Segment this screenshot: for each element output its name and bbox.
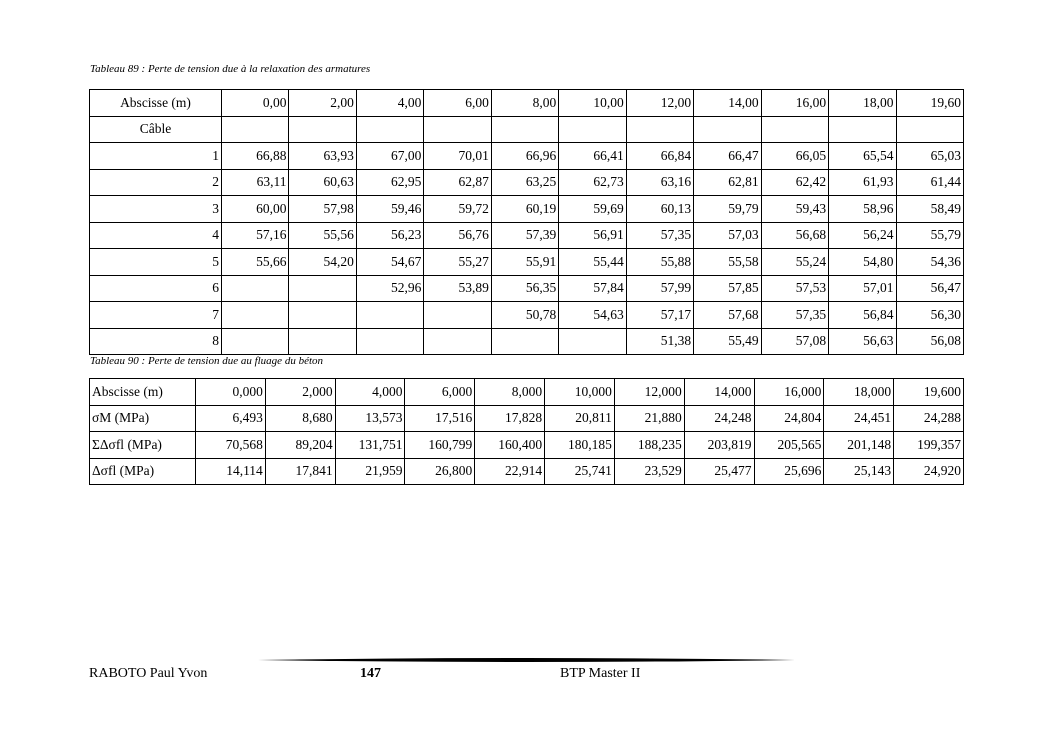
value-cell: 57,17: [626, 302, 693, 329]
empty-cell: [694, 116, 761, 143]
empty-cell: [356, 116, 423, 143]
value-cell: 89,204: [265, 432, 335, 459]
cable-number: 6: [90, 275, 222, 302]
abscisse-header: Abscisse (m): [90, 90, 222, 117]
value-cell: 70,01: [424, 143, 491, 170]
value-cell: 60,13: [626, 196, 693, 223]
abscisse-cell: 6,000: [405, 379, 475, 406]
abscisse-cell: 0,00: [222, 90, 289, 117]
empty-cell: [829, 116, 896, 143]
table-header-row: [90, 379, 964, 406]
value-cell: 58,49: [896, 196, 963, 223]
value-cell: 160,799: [405, 432, 475, 459]
value-cell: 8,680: [265, 405, 335, 432]
value-cell: 55,79: [896, 222, 963, 249]
value-cell: 55,66: [222, 249, 289, 276]
value-cell: 21,880: [614, 405, 684, 432]
table-89-caption: Tableau 89 : Perte de tension due à la relaxation des armatures: [90, 63, 371, 75]
cable-number: 1: [90, 143, 222, 170]
value-cell: 56,30: [896, 302, 963, 329]
abscisse-cell: 2,00: [289, 90, 356, 117]
abscisse-cell: 18,000: [824, 379, 894, 406]
value-cell: 59,43: [761, 196, 828, 223]
table-row: [90, 405, 964, 432]
value-cell: 23,529: [614, 458, 684, 485]
value-cell: 17,841: [265, 458, 335, 485]
value-cell: 55,24: [761, 249, 828, 276]
value-cell: 52,96: [356, 275, 423, 302]
table-90-body: [90, 379, 964, 485]
value-cell: 56,47: [896, 275, 963, 302]
value-cell: 62,42: [761, 169, 828, 196]
value-cell: 55,58: [694, 249, 761, 276]
table-row: [90, 169, 964, 196]
value-cell: 56,08: [896, 328, 963, 355]
empty-cell: [559, 116, 626, 143]
value-cell: 57,35: [626, 222, 693, 249]
abscisse-cell: 6,00: [424, 90, 491, 117]
value-cell: 20,811: [545, 405, 615, 432]
value-cell: 61,93: [829, 169, 896, 196]
value-cell: 201,148: [824, 432, 894, 459]
value-cell: 70,568: [196, 432, 266, 459]
value-cell: 57,98: [289, 196, 356, 223]
abscisse-cell: 8,000: [475, 379, 545, 406]
table-90-fluage: [89, 378, 964, 485]
value-cell: 199,357: [894, 432, 964, 459]
value-cell: 57,01: [829, 275, 896, 302]
value-cell: 24,248: [684, 405, 754, 432]
abscisse-cell: 16,00: [761, 90, 828, 117]
value-cell: 57,53: [761, 275, 828, 302]
value-cell: 131,751: [335, 432, 405, 459]
value-cell: [222, 275, 289, 302]
abscisse-header: Abscisse (m): [90, 379, 196, 406]
value-cell: 59,79: [694, 196, 761, 223]
value-cell: 66,96: [491, 143, 558, 170]
table-row: [90, 302, 964, 329]
value-cell: 53,89: [424, 275, 491, 302]
value-cell: 25,696: [754, 458, 824, 485]
value-cell: 203,819: [684, 432, 754, 459]
value-cell: 160,400: [475, 432, 545, 459]
table-89-body: [90, 90, 964, 355]
value-cell: 57,08: [761, 328, 828, 355]
value-cell: 58,96: [829, 196, 896, 223]
value-cell: 25,143: [824, 458, 894, 485]
value-cell: 55,91: [491, 249, 558, 276]
value-cell: 66,47: [694, 143, 761, 170]
value-cell: 56,35: [491, 275, 558, 302]
value-cell: 54,67: [356, 249, 423, 276]
value-cell: 24,288: [894, 405, 964, 432]
value-cell: 59,69: [559, 196, 626, 223]
value-cell: 63,11: [222, 169, 289, 196]
abscisse-cell: 4,000: [335, 379, 405, 406]
value-cell: 63,16: [626, 169, 693, 196]
value-cell: 62,95: [356, 169, 423, 196]
value-cell: 66,41: [559, 143, 626, 170]
footer-course: BTP Master II: [560, 666, 641, 681]
empty-cell: [626, 116, 693, 143]
table-row: [90, 196, 964, 223]
value-cell: 56,24: [829, 222, 896, 249]
value-cell: 25,741: [545, 458, 615, 485]
value-cell: 56,63: [829, 328, 896, 355]
value-cell: 57,39: [491, 222, 558, 249]
value-cell: 51,38: [626, 328, 693, 355]
empty-cell: [289, 116, 356, 143]
value-cell: 60,63: [289, 169, 356, 196]
value-cell: 63,25: [491, 169, 558, 196]
value-cell: 21,959: [335, 458, 405, 485]
value-cell: [559, 328, 626, 355]
value-cell: 57,03: [694, 222, 761, 249]
value-cell: 180,185: [545, 432, 615, 459]
table-89-relaxation: [89, 89, 964, 355]
value-cell: 56,23: [356, 222, 423, 249]
abscisse-cell: 12,00: [626, 90, 693, 117]
value-cell: [222, 328, 289, 355]
abscisse-cell: 10,00: [559, 90, 626, 117]
value-cell: 14,114: [196, 458, 266, 485]
value-cell: 55,27: [424, 249, 491, 276]
value-cell: 22,914: [475, 458, 545, 485]
value-cell: 205,565: [754, 432, 824, 459]
value-cell: 59,72: [424, 196, 491, 223]
value-cell: 60,00: [222, 196, 289, 223]
value-cell: 63,93: [289, 143, 356, 170]
table-90-caption: Tableau 90 : Perte de tension due au fluage du béton: [90, 355, 324, 367]
value-cell: 57,85: [694, 275, 761, 302]
table-row: [90, 275, 964, 302]
table-row: [90, 432, 964, 459]
value-cell: 24,920: [894, 458, 964, 485]
cable-label-row: [90, 116, 964, 143]
cable-number: 3: [90, 196, 222, 223]
value-cell: 60,19: [491, 196, 558, 223]
value-cell: 66,88: [222, 143, 289, 170]
value-cell: [222, 302, 289, 329]
value-cell: 57,68: [694, 302, 761, 329]
cable-number: 7: [90, 302, 222, 329]
value-cell: 67,00: [356, 143, 423, 170]
footer-page-number: 147: [360, 666, 381, 681]
value-cell: 54,36: [896, 249, 963, 276]
value-cell: 55,56: [289, 222, 356, 249]
footer-divider: [258, 657, 795, 663]
abscisse-cell: 12,000: [614, 379, 684, 406]
value-cell: 56,68: [761, 222, 828, 249]
value-cell: 65,03: [896, 143, 963, 170]
value-cell: 66,05: [761, 143, 828, 170]
value-cell: 57,16: [222, 222, 289, 249]
table-row: [90, 458, 964, 485]
value-cell: 56,91: [559, 222, 626, 249]
empty-cell: [222, 116, 289, 143]
table-row: [90, 222, 964, 249]
value-cell: 54,80: [829, 249, 896, 276]
value-cell: 55,44: [559, 249, 626, 276]
value-cell: 17,516: [405, 405, 475, 432]
value-cell: [424, 328, 491, 355]
abscisse-cell: 0,000: [196, 379, 266, 406]
value-cell: [424, 302, 491, 329]
value-cell: 57,84: [559, 275, 626, 302]
value-cell: [289, 328, 356, 355]
value-cell: 17,828: [475, 405, 545, 432]
empty-cell: [761, 116, 828, 143]
abscisse-cell: 19,60: [896, 90, 963, 117]
abscisse-cell: 18,00: [829, 90, 896, 117]
empty-cell: [491, 116, 558, 143]
cable-header: Câble: [90, 116, 222, 143]
abscisse-cell: 2,000: [265, 379, 335, 406]
value-cell: 6,493: [196, 405, 266, 432]
cable-number: 5: [90, 249, 222, 276]
table-row: [90, 328, 964, 355]
table-row: [90, 249, 964, 276]
empty-cell: [896, 116, 963, 143]
value-cell: [289, 302, 356, 329]
empty-cell: [424, 116, 491, 143]
value-cell: 54,20: [289, 249, 356, 276]
cable-number: 2: [90, 169, 222, 196]
abscisse-cell: 16,000: [754, 379, 824, 406]
value-cell: 24,451: [824, 405, 894, 432]
value-cell: 55,88: [626, 249, 693, 276]
value-cell: 62,81: [694, 169, 761, 196]
value-cell: 56,76: [424, 222, 491, 249]
value-cell: 55,49: [694, 328, 761, 355]
value-cell: 56,84: [829, 302, 896, 329]
value-cell: 59,46: [356, 196, 423, 223]
abscisse-cell: 8,00: [491, 90, 558, 117]
row-label: Δσfl (MPa): [90, 458, 196, 485]
value-cell: 61,44: [896, 169, 963, 196]
value-cell: 62,73: [559, 169, 626, 196]
cable-number: 4: [90, 222, 222, 249]
value-cell: [289, 275, 356, 302]
abscisse-cell: 14,00: [694, 90, 761, 117]
value-cell: [491, 328, 558, 355]
value-cell: 13,573: [335, 405, 405, 432]
value-cell: 65,54: [829, 143, 896, 170]
footer-author: RABOTO Paul Yvon: [89, 666, 208, 681]
row-label: σM (MPa): [90, 405, 196, 432]
value-cell: 66,84: [626, 143, 693, 170]
table-row: [90, 143, 964, 170]
abscisse-cell: 4,00: [356, 90, 423, 117]
value-cell: 62,87: [424, 169, 491, 196]
value-cell: [356, 302, 423, 329]
value-cell: 50,78: [491, 302, 558, 329]
value-cell: 57,99: [626, 275, 693, 302]
value-cell: 25,477: [684, 458, 754, 485]
abscisse-cell: 19,600: [894, 379, 964, 406]
value-cell: 188,235: [614, 432, 684, 459]
abscisse-cell: 10,000: [545, 379, 615, 406]
value-cell: 54,63: [559, 302, 626, 329]
value-cell: 24,804: [754, 405, 824, 432]
cable-number: 8: [90, 328, 222, 355]
row-label: ΣΔσfl (MPa): [90, 432, 196, 459]
abscisse-cell: 14,000: [684, 379, 754, 406]
value-cell: 26,800: [405, 458, 475, 485]
table-header-row: [90, 90, 964, 117]
value-cell: 57,35: [761, 302, 828, 329]
value-cell: [356, 328, 423, 355]
